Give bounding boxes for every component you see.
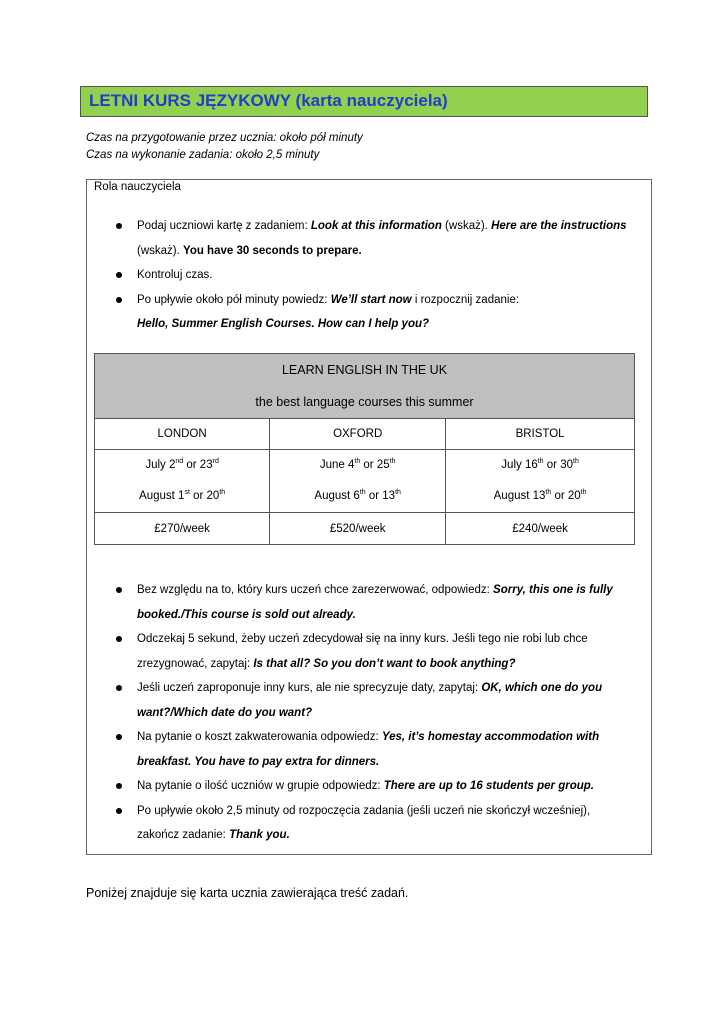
list-item: Jeśli uczeń zaproponuje inny kurs, ale nie sprecyzuje daty, zapytaj: OK, which one do you want?/Which date do you want?: [87, 676, 647, 725]
list-item: Odczekaj 5 sekund, żeby uczeń zdecydował się na inny kurs. Jeśli tego nie robi lub chce zrezygnować, zapytaj: Is that all? So you don’t want to book anything?: [87, 627, 647, 676]
dates-london: July 2nd or 23rd August 1st or 20th: [95, 450, 270, 513]
bullet-icon: [116, 636, 122, 642]
task-time: Czas na wykonanie zadania: około 2,5 minuty: [86, 149, 320, 161]
price-bristol: £240/week: [446, 513, 635, 545]
bullet-icon: [116, 297, 122, 303]
instructions-top: [87, 214, 647, 337]
table-heading: LEARN ENGLISH IN THE UK: [281, 363, 448, 377]
dates-bristol: July 16th or 30th August 13th or 20th: [446, 450, 635, 513]
price-oxford: £520/week: [270, 513, 446, 545]
list-item: Kontroluj czas.: [87, 263, 647, 288]
footer-note: Poniżej znajduje się karta ucznia zawierająca treść zadań.: [86, 886, 409, 900]
price-london: £270/week: [95, 513, 270, 545]
bullet-icon: [116, 734, 122, 740]
bullet-icon: [116, 685, 122, 691]
list-item: Podaj uczniowi kartę z zadaniem: Look at this information (wskaż). Here are the instructions (wskaż). You have 30 seconds to prepare.: [87, 214, 647, 263]
city-oxford: OXFORD: [270, 419, 446, 450]
bullet-icon: [116, 223, 122, 229]
prep-time: Czas na przygotowanie przez ucznia: około pół minuty: [86, 132, 363, 144]
page-title: LETNI KURS JĘZYKOWY (karta nauczyciela): [89, 91, 448, 110]
city-london: LONDON: [95, 419, 270, 450]
teacher-role-box: [86, 179, 652, 855]
list-item: Na pytanie o ilość uczniów w grupie odpowiedz: There are up to 16 students per group.: [87, 774, 647, 799]
bullet-icon: [116, 587, 122, 593]
list-item: Bez względu na to, który kurs uczeń chce zarezerwować, odpowiedz: Sorry, this one is fully booked./This course is sold out already.: [87, 578, 647, 627]
bullet-icon: [116, 808, 122, 814]
courses-table: [94, 353, 635, 545]
title-banner: [80, 86, 648, 117]
table-header: [95, 354, 635, 419]
table-subheading: the best language courses this summer: [255, 395, 474, 409]
time-info: [86, 130, 363, 164]
bullet-icon: [116, 272, 122, 278]
list-item: Na pytanie o koszt zakwaterowania odpowiedz: Yes, it’s homestay accommodation with breakfast. You have to pay extra for dinners.: [87, 725, 647, 774]
city-bristol: BRISTOL: [446, 419, 635, 450]
bullet-icon: [116, 783, 122, 789]
list-item: Po upływie około pół minuty powiedz: We’ll start now i rozpocznij zadanie: Hello, Summer English Courses. How can I help you?: [87, 288, 647, 337]
dates-oxford: June 4th or 25th August 6th or 13th: [270, 450, 446, 513]
list-item: Po upływie około 2,5 minuty od rozpoczęcia zadania (jeśli uczeń nie skończył wcześniej), zakończ zadanie: Thank you.: [87, 799, 647, 848]
role-label: Rola nauczyciela: [94, 181, 181, 193]
instructions-bottom: [87, 578, 647, 848]
